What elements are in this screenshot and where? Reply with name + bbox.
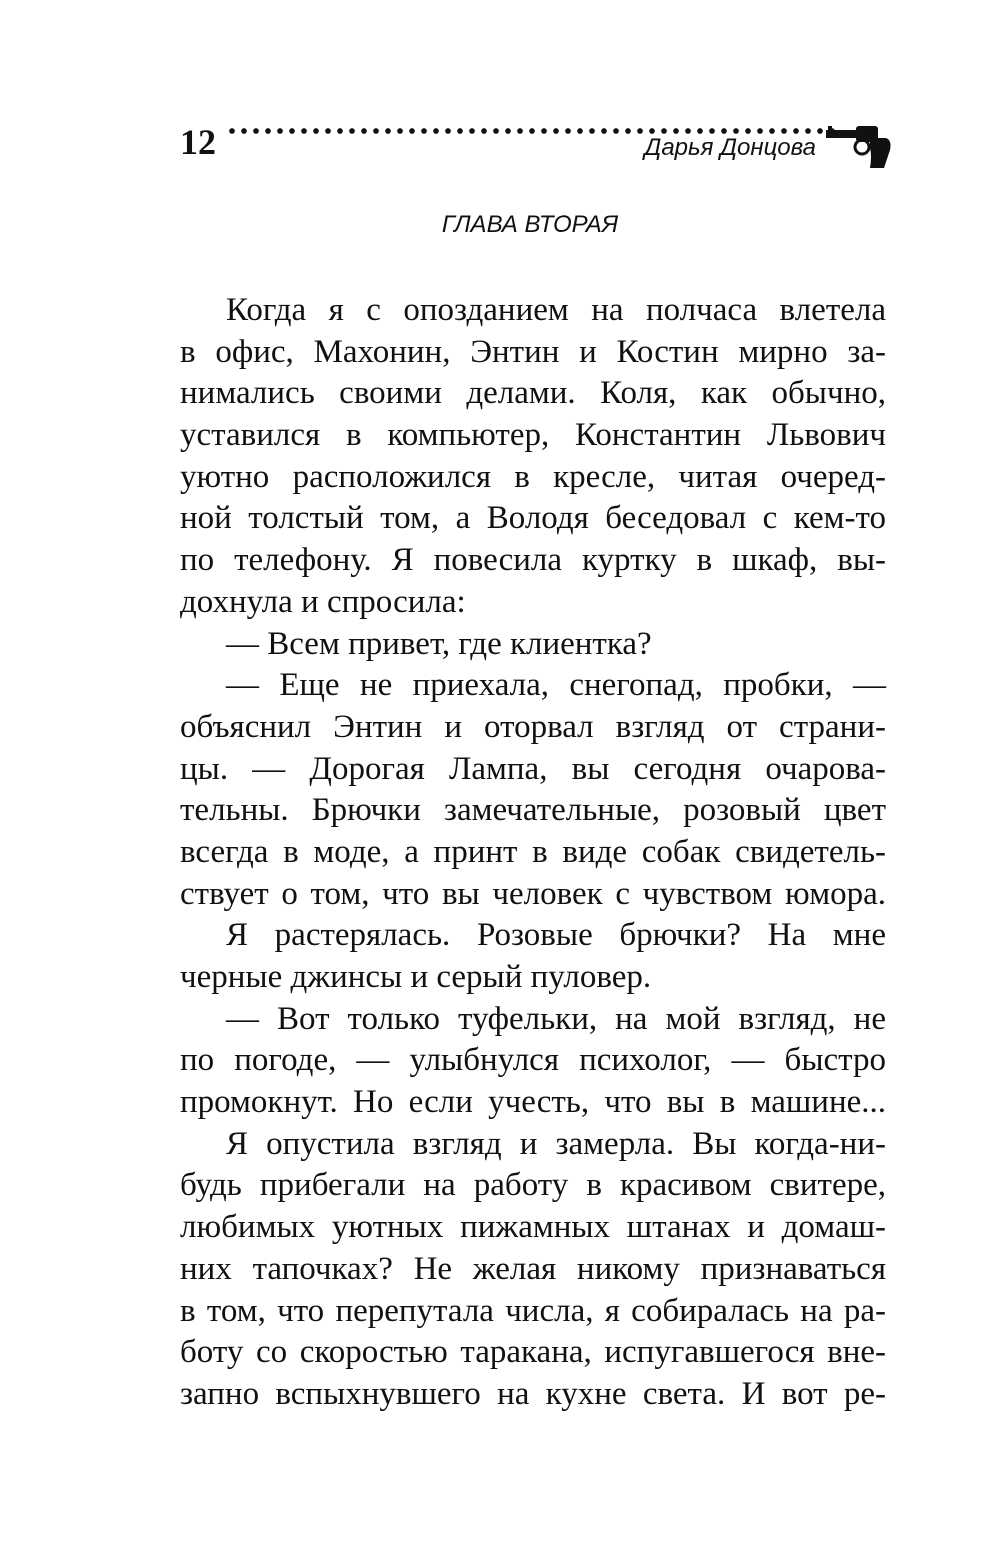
text-line: будь прибегали на работу в красивом свитере, [180, 1167, 886, 1204]
text-line: промокнут. Но если учесть, что вы в машине... [180, 1084, 886, 1121]
text-line: Когда я с опозданием на полчаса влетела [226, 292, 886, 328]
revolver-icon [826, 120, 892, 170]
text-line: них тапочках? Не желая никому признаваться [180, 1250, 886, 1287]
text-line: по телефону. Я повесила куртку в шкаф, вы- [180, 542, 886, 579]
text-line: дохнула и спросила: [180, 583, 466, 620]
running-header-author: Дарья Донцова [644, 134, 816, 161]
text-line: тельны. Брючки замечательные, розовый цвет [180, 792, 886, 829]
text-line: — Еще не приехала, снегопад, пробки, — [226, 667, 886, 704]
text-line: по погоде, — улыбнулся психолог, — быстро [180, 1042, 886, 1079]
text-line: ной толстый том, а Володя беседовал с кем-то [180, 500, 886, 537]
text-line: Я опустила взгляд и замерла. Вы когда-ни- [226, 1125, 886, 1162]
text-line: — Вот только туфельки, на мой взгляд, не [226, 1000, 886, 1037]
body-text [180, 290, 886, 1416]
text-line: — Всем привет, где клиентка? [226, 625, 652, 662]
text-line: в том, что перепутала числа, я собиралась на ра- [180, 1292, 886, 1329]
text-line: Я растерялась. Розовые брючки? На мне [226, 917, 886, 954]
page-number: 12 [180, 122, 216, 162]
text-line: ствует о том, что вы человек с чувством юмора. [180, 875, 886, 912]
text-line: в офис, Махонин, Энтин и Костин мирно за- [180, 333, 886, 370]
text-line: уставился в компьютер, Константин Львович [180, 417, 886, 454]
text-line: черные джинсы и серый пуловер. [180, 959, 652, 995]
text-line: объяснил Энтин и оторвал взгляд от страни- [180, 708, 886, 745]
text-line: любимых уютных пижамных штанах и домаш- [180, 1209, 886, 1246]
text-line: уютно расположился в кресле, читая очеред- [180, 458, 886, 495]
text-line: цы. — Дорогая Лампа, вы сегодня очарова- [180, 750, 886, 787]
text-line: боту со скоростью таракана, испугавшегося вне- [180, 1334, 886, 1371]
text-line: всегда в моде, а принт в виде собак свидетель- [180, 833, 886, 870]
text-line: нимались своими делами. Коля, как обычно, [180, 375, 886, 412]
chapter-title: ГЛАВА ВТОРАЯ [441, 211, 619, 238]
text-line: запно вспыхнувшего на кухне света. И вот ре- [180, 1375, 886, 1412]
